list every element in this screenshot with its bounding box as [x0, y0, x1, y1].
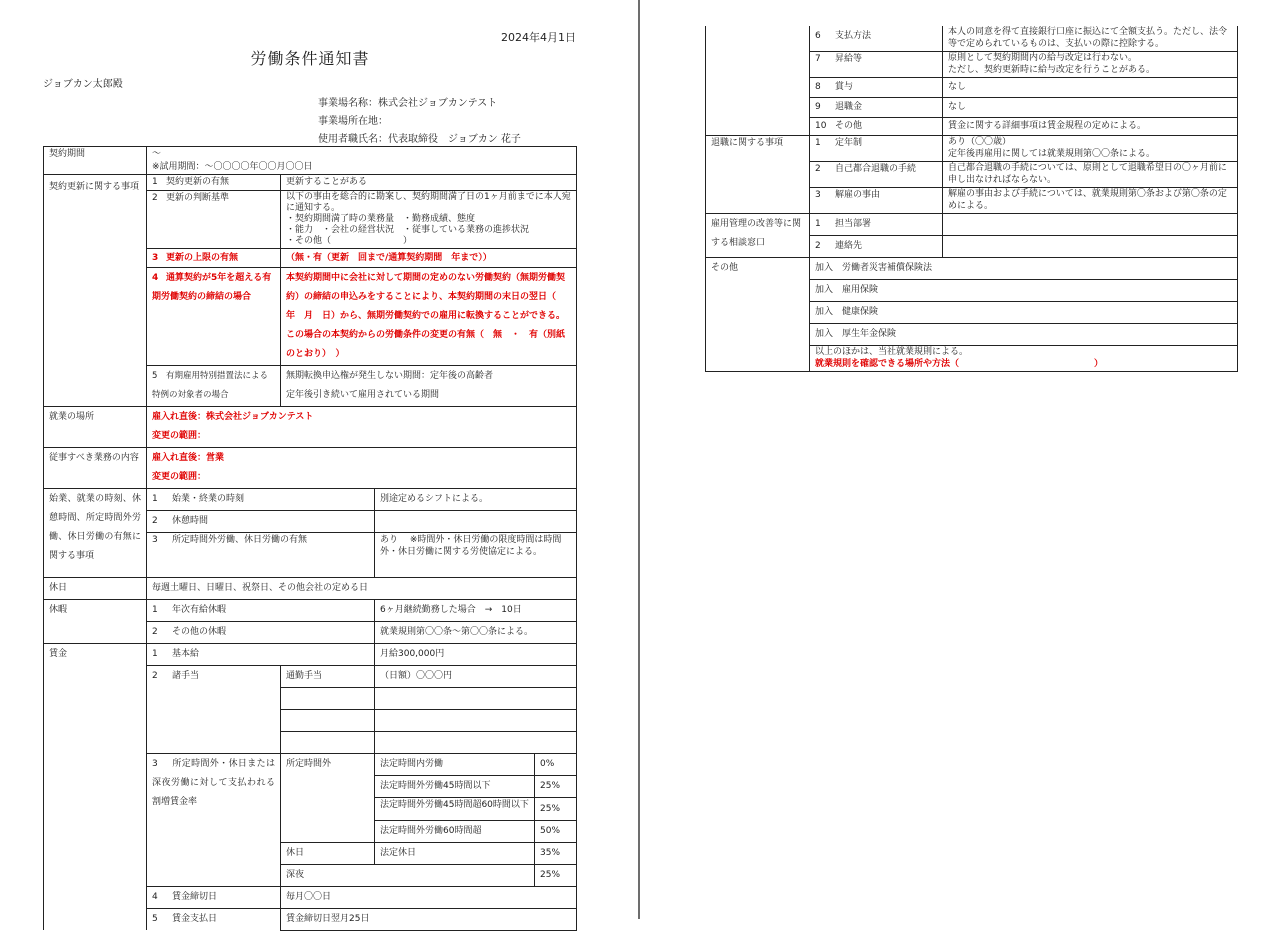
wage-value-4: 毎月〇〇日 [281, 886, 577, 908]
allowance-value-1: （日額）〇〇〇円 [375, 665, 577, 687]
retirement-value-2: 自己都合退職の手続については、原則として退職希望日の〇ヶ月前に申し出なければならない。 [943, 162, 1238, 188]
allowance-name-blank [281, 687, 375, 709]
table-row [44, 147, 577, 175]
section-label-renewal: 契約更新に関する事項 [44, 175, 147, 407]
section-label-hours: 始業、就業の時刻、休憩時間、所定時間外労働、休日労働の有無に関する事項 [44, 488, 147, 577]
work-rules-location: 就業規則を確認できる場所や方法（ ） [815, 358, 1104, 369]
leave-value-2: 就業規則第〇〇条〜第〇〇条による。 [375, 621, 577, 643]
hours-value-1: 別途定めるシフトによる。 [375, 488, 577, 510]
document-page-2 [641, 0, 1285, 919]
wage-value-8: なし [943, 78, 1238, 98]
allowance-name-blank [281, 731, 375, 753]
wage-value-6: 本人の同意を得て直接銀行口座に振込にて全額支払う。ただし、法令等で定められているものは、支払いの際に控除する。 [943, 26, 1238, 52]
wage-item-1: 1 基本給 [147, 643, 375, 665]
holiday-work-name: 法定休日 [375, 842, 535, 864]
renewal-item-3: 3 更新の上限の有無 [147, 248, 281, 267]
table-row [44, 488, 577, 510]
table-row [44, 577, 577, 599]
wage-item-10: 10 その他 [810, 118, 943, 136]
table-row [44, 406, 577, 447]
holidays-value: 毎週土曜日、日曜日、祝祭日、その他会社の定める日 [147, 577, 577, 599]
wage-item-3: 3 所定時間外・休日または深夜労働に対して支払われる割増賃金率 [147, 753, 281, 886]
duties-initial: 雇入れ直後：営業 [152, 452, 225, 463]
contract-period-line: 〜 [152, 149, 162, 159]
workplace-initial: 雇入れ直後：株式会社ジョブカンテスト [152, 411, 314, 422]
retirement-value-3: 解雇の事由および手続については、就業規則第〇条および第〇条の定めによる。 [943, 188, 1238, 214]
rate-name-0: 法定時間内労働 [375, 753, 535, 775]
section-label-workplace: 就業の場所 [44, 406, 147, 447]
leave-item-2: 2 その他の休暇 [147, 621, 375, 643]
insurance-item: 加入 厚生年金保険 [810, 324, 1238, 346]
allowance-name-1: 通勤手当 [281, 665, 375, 687]
renewal-value-1: 更新することがある [281, 175, 577, 191]
wage-item-9: 9 退職金 [810, 98, 943, 118]
wage-item-8: 8 賞与 [810, 78, 943, 98]
hours-item-1: 1 始業・終業の時刻 [147, 488, 375, 510]
wage-item-7: 7 昇給等 [810, 52, 943, 78]
wage-item-5: 5 賃金支払日 [147, 908, 281, 930]
terms-table-page-1 [43, 146, 577, 931]
night-work-label: 深夜 [281, 864, 535, 886]
table-row [706, 258, 1238, 280]
wage-item-6: 6 支払方法 [810, 26, 943, 52]
leave-value-1: 6ヶ月継続勤務した場合 → 10日 [375, 599, 577, 621]
employer-representative: 使用者職氏名：代表取締役 ジョブカン 花子 [318, 134, 521, 145]
renewal-item-4: 4 通算契約が5年を超える有期労働契約の締結の場合 [147, 267, 281, 365]
wage-value-7: 原則として契約期間内の給与改定は行わない。 ただし、契約更新時に給与改定を行うことがある。 [943, 52, 1238, 78]
wage-value-5: 賃金締切日翌月25日 [281, 908, 577, 930]
allowance-value-blank [375, 687, 577, 709]
work-rules-note: 以上のほかは、当社就業規則による。 [815, 347, 969, 357]
probation-period-line: ※試用期間：〜〇〇〇〇年〇〇月〇〇日 [152, 161, 313, 172]
section-label-wages: 賃金 [44, 643, 147, 930]
insurance-item: 加入 健康保険 [810, 302, 1238, 324]
addressee: ジョブカン太郎殿 [43, 79, 123, 90]
wage-value-9: なし [943, 98, 1238, 118]
rate-value-0: 0% [535, 753, 577, 775]
hours-value-2 [375, 510, 577, 532]
night-work-rate: 25% [535, 864, 577, 886]
table-row [44, 599, 577, 621]
section-label-contract-period: 契約期間 [44, 147, 147, 175]
other-notes [810, 346, 1238, 372]
workplace-scope: 変更の範囲： [152, 430, 207, 441]
document-title: 労働条件通知書 [250, 49, 370, 68]
table-row [706, 214, 1238, 236]
page-divider [638, 0, 640, 919]
rate-value-1: 25% [535, 775, 577, 797]
wage-value-10: 賃金に関する詳細事項は賃金規程の定めによる。 [943, 118, 1238, 136]
table-row [44, 175, 577, 191]
retirement-item-1: 1 定年制 [810, 136, 943, 162]
rate-name-2: 法定時間外労働45時間超60時間以下 [375, 797, 535, 820]
wage-item-2: 2 諸手当 [147, 665, 281, 753]
section-label-consultation: 雇用管理の改善等に関する相談窓口 [706, 214, 810, 258]
renewal-item-2: 2 更新の判断基準 [147, 190, 281, 248]
leave-item-1: 1 年次有給休暇 [147, 599, 375, 621]
consult-item-1: 1 担当部署 [810, 214, 943, 236]
section-label-duties: 従事すべき業務の内容 [44, 447, 147, 488]
holiday-work-rate: 35% [535, 842, 577, 864]
retirement-item-3: 3 解雇の事由 [810, 188, 943, 214]
table-row [44, 643, 577, 665]
rate-value-3: 50% [535, 820, 577, 842]
retirement-value-1: あり（〇〇歳） 定年後再雇用に関しては就業規則第〇〇条による。 [943, 136, 1238, 162]
special-measures-line-1: 無期転換申込権が発生しない期間：定年後の高齢者 [286, 370, 494, 381]
employer-address: 事業場所在地： [318, 116, 388, 127]
renewal-value-3: （無・有（更新 回まで/通算契約期間 年まで）） [281, 248, 577, 267]
retirement-item-2: 2 自己都合退職の手続 [810, 162, 943, 188]
wage-value-1: 月給300,000円 [375, 643, 577, 665]
holiday-work-label: 休日 [281, 842, 375, 864]
section-label-leave: 休暇 [44, 599, 147, 643]
rate-name-3: 法定時間外労働60時間超 [375, 820, 535, 842]
hours-item-3: 3 所定時間外労働、休日労働の有無 [147, 532, 375, 577]
issue-date: 2024年4月1日 [501, 31, 576, 44]
section-label-wages-cont [706, 26, 810, 136]
rate-value-2: 25% [535, 797, 577, 820]
insurance-item: 加入 雇用保険 [810, 280, 1238, 302]
overtime-label: 所定時間外 [281, 753, 375, 842]
document-page-1 [0, 0, 640, 924]
workplace-value [147, 406, 577, 447]
duties-value [147, 447, 577, 488]
table-row [706, 136, 1238, 162]
insurance-item: 加入 労働者災害補償保険法 [810, 258, 1238, 280]
consult-value-2 [943, 236, 1238, 258]
allowance-name-blank [281, 709, 375, 731]
section-label-retirement: 退職に関する事項 [706, 136, 810, 214]
allowance-value-blank [375, 709, 577, 731]
terms-table-page-2 [705, 26, 1238, 372]
wage-item-4: 4 賃金締切日 [147, 886, 281, 908]
contract-period-value [147, 147, 577, 175]
hours-value-3: あり ※時間外・休日労働の限度時間は時間外・休日労働に関する労使協定による。 [375, 532, 577, 577]
renewal-item-5: 5 有期雇用特別措置法による特例の対象者の場合 [147, 365, 281, 406]
section-label-other: その他 [706, 258, 810, 372]
duties-scope: 変更の範囲： [152, 471, 207, 482]
renewal-value-5 [281, 365, 577, 406]
consult-value-1 [943, 214, 1238, 236]
hours-item-2: 2 休憩時間 [147, 510, 375, 532]
table-row [44, 447, 577, 488]
renewal-value-2: 以下の事由を総合的に勘案し、契約期間満了日の1ヶ月前までに本人宛に通知する。 ・契約期間満了時の業務量 ・勤務成績、態度 ・能力 ・会社の経営状況 ・従事している業務の進捗状況 ・その他（ ） [281, 190, 577, 248]
consult-item-2: 2 連絡先 [810, 236, 943, 258]
table-row [706, 26, 1238, 52]
allowance-value-blank [375, 731, 577, 753]
renewal-value-4: 本契約期間中に会社に対して期間の定めのない労働契約（無期労働契約）の締結の申込みをすることにより、本契約期間の末日の翌日（ 年 月 日）から、無期労働契約での雇用に転換することができる。この場合の本契約からの労働条件の変更の有無（ 無 ・ 有（別紙のとおり） ） [281, 267, 577, 365]
employer-name: 事業場名称：株式会社ジョブカンテスト [318, 98, 498, 109]
section-label-holidays: 休日 [44, 577, 147, 599]
rate-name-1: 法定時間外労働45時間以下 [375, 775, 535, 797]
special-measures-line-2: 定年後引き続いて雇用されている期間 [286, 389, 440, 400]
renewal-item-1: 1 契約更新の有無 [147, 175, 281, 191]
